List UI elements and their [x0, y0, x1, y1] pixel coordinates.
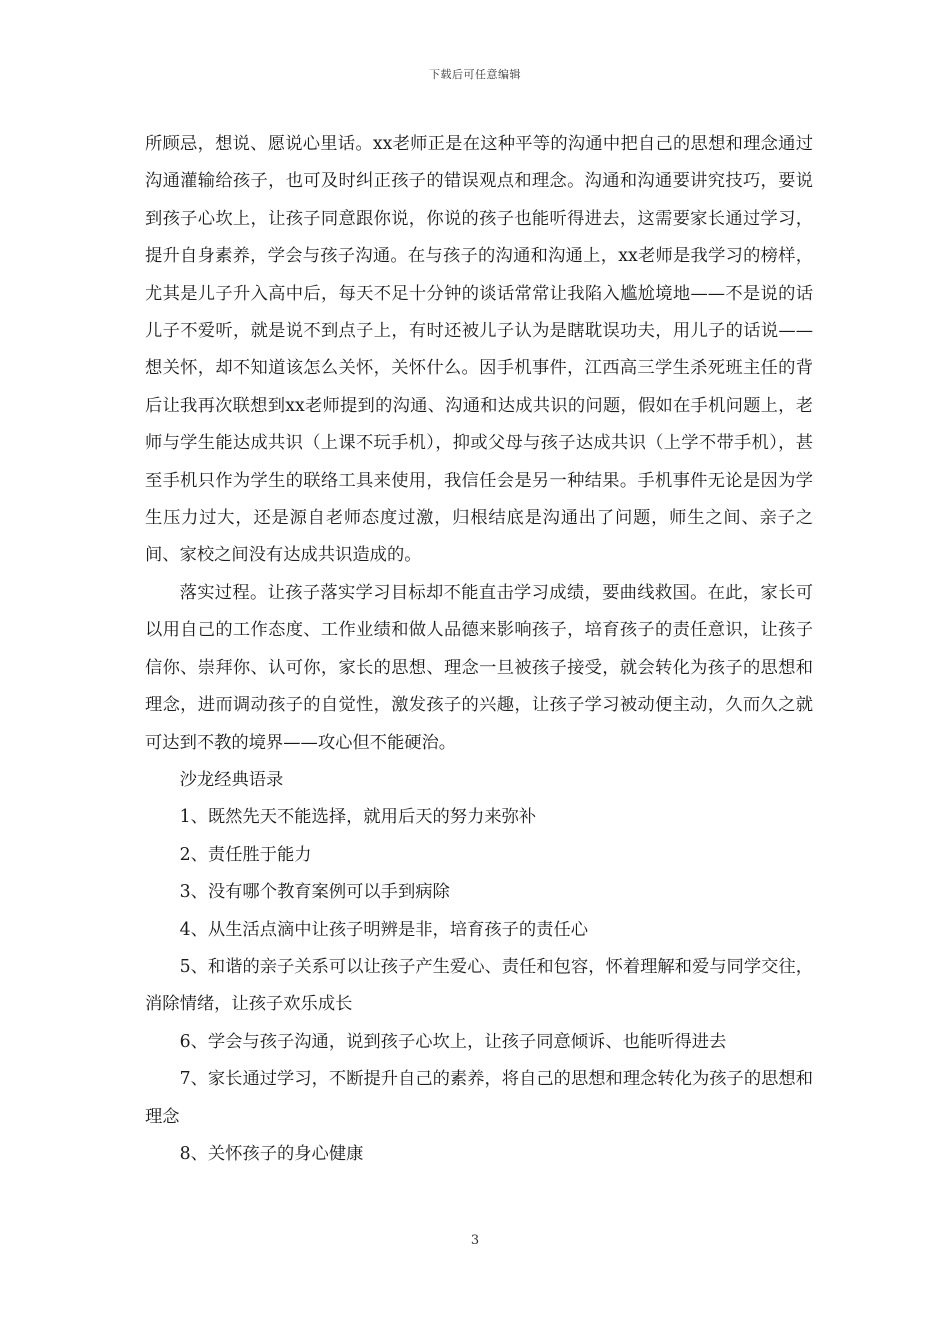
- page-header: 下载后可任意编辑: [429, 68, 521, 81]
- quote-item-2: 2、责任胜于能力: [179, 844, 312, 865]
- document-body: [145, 126, 813, 1173]
- quote-item-1: 1、既然先天不能选择，就用后天的努力来弥补: [179, 807, 537, 828]
- paragraph-implementation: 落实过程。让孩子落实学习目标却不能直击学习成绩，要曲线救国。在此，家长可以用自己的工作态度、工作业绩和做人品德来影响孩子，培育孩子的责任意识，让孩子信你、崇拜你、认可你，家长的思想、理念一旦被孩子接受，就会转化为孩子的思想和理念，进而调动孩子的自觉性，激发孩子的兴趣，让孩子学习被动便主动，久而久之就可达到不教的境界——攻心但不能硬治。: [145, 582, 813, 753]
- quote-item-8: 8、关怀孩子的身心健康: [179, 1143, 364, 1164]
- quote-item-6: 6、学会与孩子沟通，说到孩子心坎上，让孩子同意倾诉、也能听得进去: [179, 1031, 727, 1052]
- quote-item-4: 4、从生活点滴中让孩子明辨是非，培育孩子的责任心: [179, 919, 589, 940]
- page-number: 3: [470, 1233, 480, 1248]
- paragraph-continuation: 所顾忌，想说、愿说心里话。xx老师正是在这种平等的沟通中把自己的思想和理念通过沟通灌输给孩子，也可及时纠正孩子的错误观点和理念。沟通和沟通要讲究技巧，要说到孩子心坎上，让孩子同意跟你说，你说的孩子也能听得进去，这需要家长通过学习，提升自身素养，学会与孩子沟通。在与孩子的沟通和沟通上，xx老师是我学习的榜样，尤其是儿子升入高中后，每天不足十分钟的谈话常常让我陷入尴尬境地——不是说的话儿子不爱听，就是说不到点子上，有时还被儿子认为是瞎耽误功夫，用儿子的话说——想关怀，却不知道该怎么关怀，关怀什么。因手机事件，江西高三学生杀死班主任的背后让我再次联想到xx老师提到的沟通、沟通和达成共识的问题，假如在手机问题上，老师与学生能达成共识（上课不玩手机），抑或父母与孩子达成共识（上学不带手机），甚至手机只作为学生的联络工具来使用，我信任会是另一种结果。手机事件无论是因为学生压力过大，还是源自老师态度过激，归根结底是沟通出了问题，师生之间、亲子之间、家校之间没有达成共识造成的。: [145, 134, 813, 566]
- quote-item-7: 7、家长通过学习，不断提升自己的素养，将自己的思想和理念转化为孩子的思想和理念: [145, 1069, 813, 1127]
- quote-item-3: 3、没有哪个教育案例可以手到病除: [179, 882, 450, 903]
- section-heading-quotes: 沙龙经典语录: [179, 769, 284, 790]
- quote-item-5: 5、和谐的亲子关系可以让孩子产生爱心、责任和包容，怀着理解和爱与同学交往，消除情绪，让孩子欢乐成长: [145, 956, 813, 1015]
